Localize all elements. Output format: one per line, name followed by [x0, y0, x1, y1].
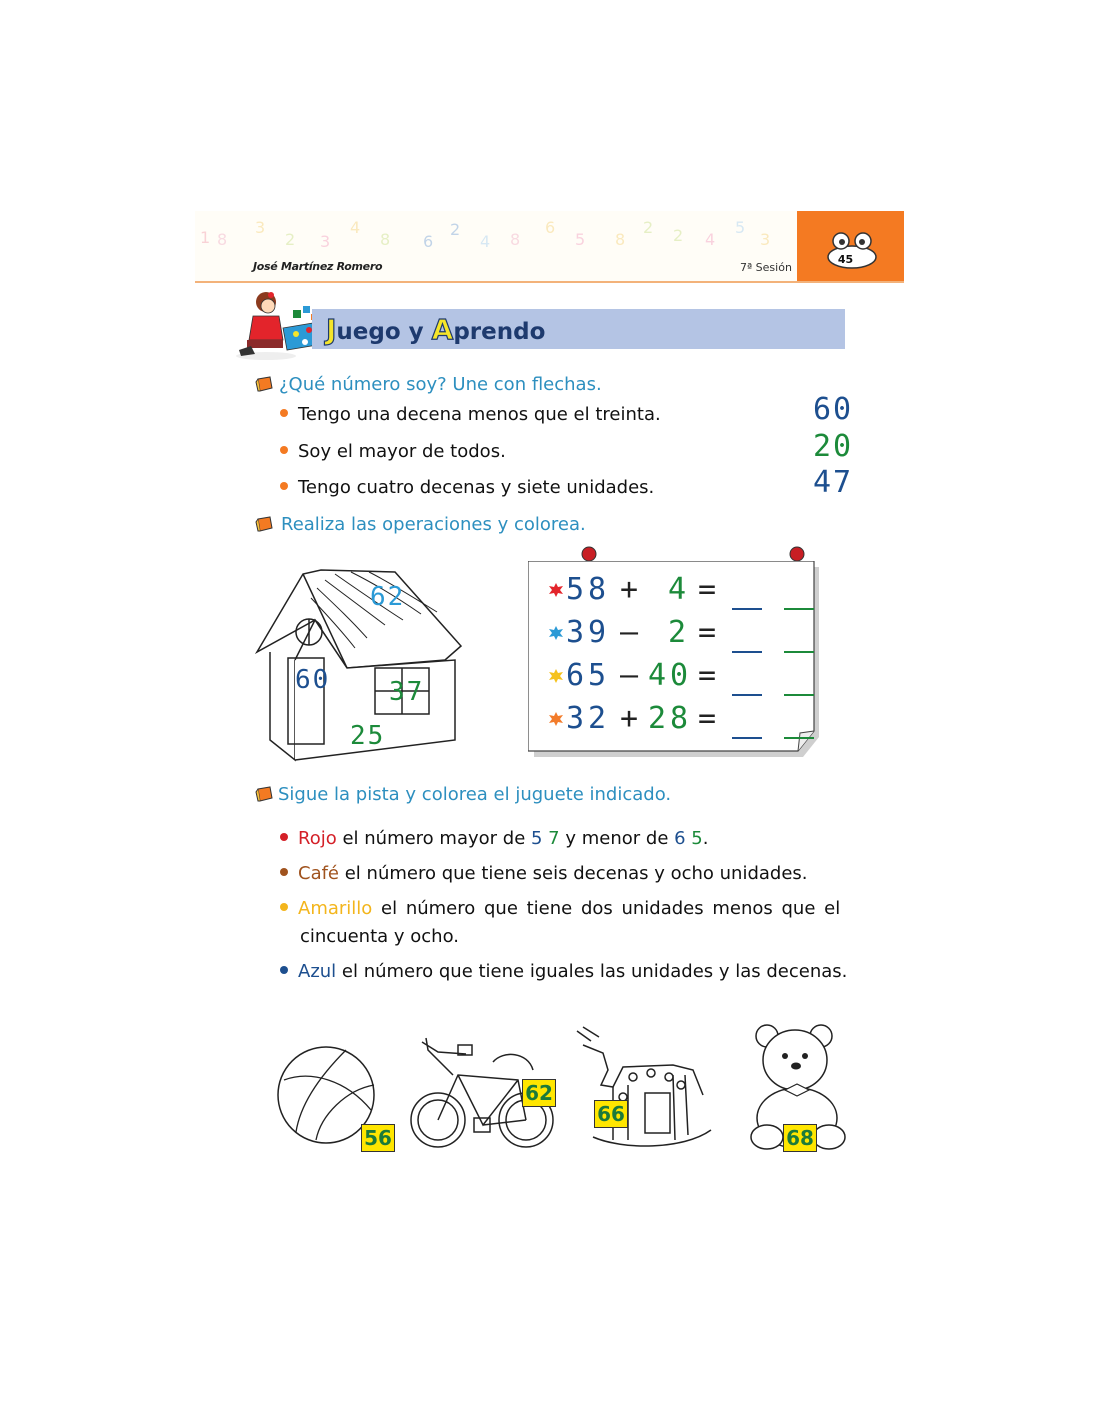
- answer-number: [813, 429, 853, 464]
- svg-text:8: 8: [510, 230, 521, 249]
- svg-text:8: 8: [615, 230, 626, 249]
- session-label: 7ª Sesión: [740, 261, 792, 274]
- page-number: 45: [837, 253, 854, 266]
- operation-op: +: [620, 701, 643, 736]
- decorative-numbers-strip: [195, 211, 795, 261]
- svg-text:5: 5: [735, 218, 746, 237]
- operation-op: +: [620, 572, 643, 607]
- rocking-horse-drawing: [573, 1025, 713, 1153]
- answer-blank[interactable]: [784, 651, 814, 653]
- clue-text: Tengo cuatro decenas y siete unidades.: [298, 477, 655, 498]
- house-drawing: [255, 560, 465, 765]
- pin-icon: [582, 547, 596, 561]
- clue-text: el número que tiene dos unidades menos que el: [372, 898, 841, 919]
- house-number-window: 37: [389, 677, 425, 707]
- section3-instruction: Sigue la pista y colorea el juguete indicado.: [278, 784, 672, 805]
- answer-number-text: 47: [813, 465, 854, 500]
- svg-text:8: 8: [217, 230, 228, 249]
- operations-list: [538, 572, 818, 752]
- bullet-dot: [280, 482, 288, 490]
- section1-instruction: ¿Qué número soy? Une con flechas.: [279, 374, 602, 395]
- svg-text:6: 6: [423, 232, 434, 251]
- answer-blank[interactable]: [732, 694, 762, 696]
- clue-rojo: [280, 828, 708, 849]
- clue-number: 5: [531, 828, 543, 849]
- bullet-dot: [280, 446, 288, 454]
- operation-b: 28: [648, 701, 693, 736]
- svg-text:3: 3: [320, 232, 331, 251]
- clue-text: Soy el mayor de todos.: [298, 441, 506, 462]
- svg-text:2: 2: [450, 220, 461, 239]
- svg-text:4: 4: [350, 218, 361, 237]
- cube-bullet-icon: [255, 516, 273, 532]
- operation-op: –: [620, 658, 643, 693]
- title-letter-a: A: [431, 313, 454, 346]
- answer-blank[interactable]: [784, 608, 814, 610]
- clue-amarillo-line2: cincuenta y ocho.: [300, 926, 460, 947]
- section2-instruction: Realiza las operaciones y colorea.: [281, 514, 586, 535]
- title-part-1: uego y: [336, 319, 432, 345]
- page-header: [195, 211, 904, 283]
- operation-eq: =: [698, 615, 721, 650]
- cube-bullet-icon: [255, 786, 273, 802]
- svg-text:8: 8: [380, 230, 391, 249]
- clue-number: 5: [685, 828, 703, 849]
- svg-text:6: 6: [545, 218, 556, 237]
- title-part-2: prendo: [453, 319, 546, 345]
- page-number-box: [797, 211, 904, 281]
- bullet-dot: [280, 966, 288, 974]
- clue-text: .: [702, 828, 709, 849]
- clue-number: 6: [674, 828, 686, 849]
- toy-tag-ball: 56: [361, 1124, 395, 1152]
- clue-text: Tengo una decena menos que el treinta.: [298, 404, 661, 425]
- answer-blank[interactable]: [732, 608, 762, 610]
- answer-number: [813, 392, 853, 427]
- paint-splat-icon: [548, 582, 564, 598]
- bullet-dot: [280, 409, 288, 417]
- answer-number-text: 60: [813, 392, 854, 427]
- clue-azul: [280, 961, 847, 982]
- operation-op: –: [620, 615, 643, 650]
- operation-b: 2: [667, 615, 690, 650]
- cube-bullet-icon: [255, 376, 273, 392]
- toy-tag-teddy-bear: 68: [783, 1124, 817, 1152]
- clue-cafe: [280, 863, 808, 884]
- paint-splat-icon: [548, 625, 564, 641]
- bullet-dot: [280, 833, 288, 841]
- house-number-door: 60: [295, 665, 331, 695]
- svg-text:2: 2: [643, 218, 654, 237]
- answer-blank[interactable]: [732, 651, 762, 653]
- svg-text:3: 3: [760, 230, 771, 249]
- clue-text: el número que tiene seis decenas y ocho unidades.: [339, 863, 808, 884]
- title-banner: [312, 309, 845, 349]
- toy-tag-rocking-horse: 66: [594, 1100, 628, 1128]
- svg-text:1: 1: [200, 228, 211, 247]
- clue-amarillo: [280, 898, 845, 919]
- clue-item: [280, 441, 506, 462]
- clue-text: y menor de: [559, 828, 675, 849]
- clue-text: el número mayor de: [336, 828, 531, 849]
- answer-blank[interactable]: [784, 737, 814, 739]
- clue-number: 7: [542, 828, 560, 849]
- color-word: Rojo: [298, 828, 337, 849]
- answer-number-text: 20: [813, 429, 854, 464]
- svg-text:3: 3: [255, 218, 266, 237]
- pin-icon: [790, 547, 804, 561]
- color-word: Azul: [298, 961, 337, 982]
- author-name: José Martínez Romero: [253, 260, 383, 273]
- operation-eq: =: [698, 572, 721, 607]
- bullet-dot: [280, 868, 288, 876]
- operation-a: 39: [566, 615, 611, 650]
- clue-item: [280, 477, 654, 498]
- svg-text:5: 5: [575, 230, 586, 249]
- operation-b: 40: [648, 658, 693, 693]
- paint-splat-icon: [548, 668, 564, 684]
- paint-splat-icon: [548, 711, 564, 727]
- bullet-dot: [280, 903, 288, 911]
- clue-item: [280, 404, 661, 425]
- operation-eq: =: [698, 658, 721, 693]
- operation-a: 58: [566, 572, 611, 607]
- answer-blank[interactable]: [732, 737, 762, 739]
- svg-text:4: 4: [705, 230, 716, 249]
- house-number-wall: 25: [350, 721, 386, 751]
- toy-tag-bicycle: 62: [522, 1079, 556, 1107]
- operation-b: 4: [667, 572, 690, 607]
- color-word: Amarillo: [298, 898, 373, 919]
- house-number-roof: 62: [370, 582, 406, 612]
- clue-text: el número que tiene iguales las unidades y las decenas.: [336, 961, 848, 982]
- operation-eq: =: [698, 701, 721, 736]
- operation-a: 65: [566, 658, 611, 693]
- page-title: [326, 313, 545, 346]
- answer-number: [813, 465, 853, 500]
- operation-a: 32: [566, 701, 611, 736]
- svg-text:2: 2: [285, 230, 296, 249]
- title-letter-j: J: [326, 313, 337, 346]
- svg-text:2: 2: [673, 226, 684, 245]
- color-word: Café: [298, 863, 340, 884]
- svg-text:4: 4: [480, 232, 491, 251]
- answer-blank[interactable]: [784, 694, 814, 696]
